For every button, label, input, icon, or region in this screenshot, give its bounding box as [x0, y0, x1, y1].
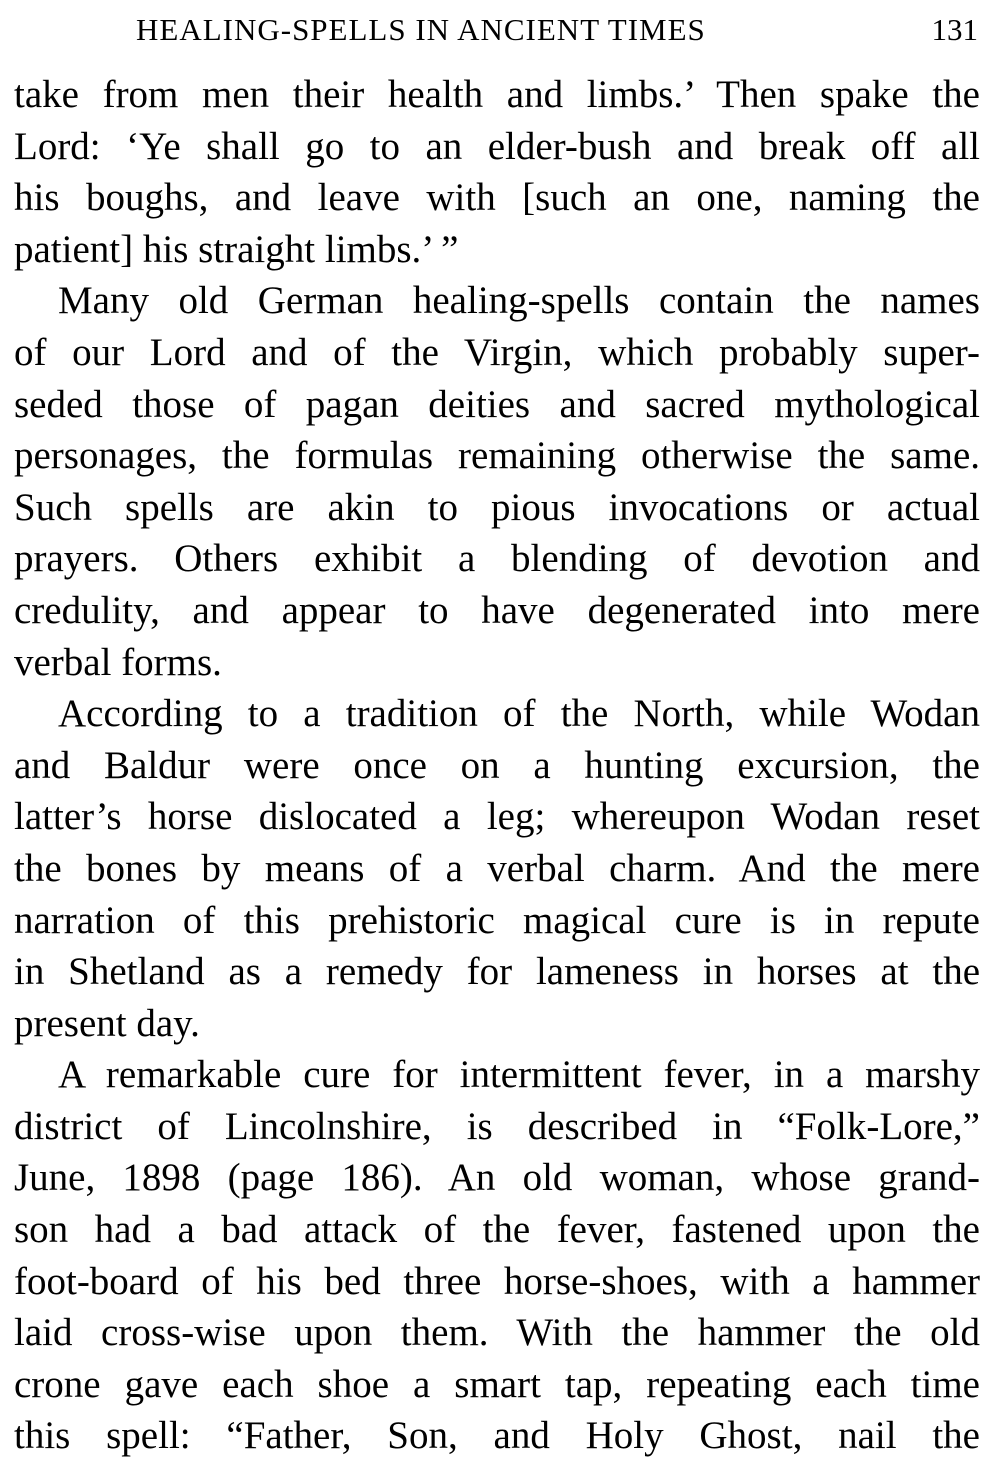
running-title: HEALING-SPELLS IN ANCIENT TIMES: [136, 12, 706, 47]
text-line: district of Lincolnshire, is described in “Folk-Lore,”: [14, 1104, 980, 1148]
text-line: seded those of pagan deities and sacred mythological: [14, 382, 980, 426]
text-line: and Baldur were once on a hunting excursion, the: [14, 743, 980, 787]
text-line: Lord: ‘Ye shall go to an elder-bush and break off all: [14, 124, 980, 168]
text-line: June, 1898 (page 186). An old woman, whose grand-: [14, 1156, 980, 1200]
text-line: prayers. Others exhibit a blending of devotion and: [14, 537, 980, 581]
text-line: laid cross-wise upon them. With the hammer the old: [14, 1311, 980, 1355]
text-line: According to a tradition of the North, while Wodan: [58, 692, 980, 736]
text-line: patient] his straight limbs.’ ”: [14, 227, 459, 271]
text-line: his boughs, and leave with [such an one, naming the: [14, 176, 980, 220]
text-line: in Shetland as a remedy for lameness in horses at the: [14, 950, 980, 994]
text-line: son had a bad attack of the fever, fastened upon the: [14, 1208, 980, 1252]
text-line: the bones by means of a verbal charm. And the mere: [14, 846, 980, 890]
text-line: verbal forms.: [14, 640, 222, 684]
text-line: Many old German healing-spells contain the names: [58, 279, 980, 323]
text-line: this spell: “Father, Son, and Holy Ghost, nail the: [14, 1414, 980, 1458]
paragraph: [14, 275, 980, 688]
text-line: crone gave each shoe a smart tap, repeating each time: [14, 1362, 980, 1406]
running-header: [0, 10, 1000, 50]
paragraph: [14, 69, 980, 275]
text-line: Such spells are akin to pious invocations or actual: [14, 485, 980, 529]
page-number: 131: [931, 12, 978, 47]
text-line: foot-board of his bed three horse-shoes, with a hammer: [14, 1259, 980, 1303]
body-text: [14, 69, 980, 1462]
text-line: of our Lord and of the Virgin, which probably super-: [14, 330, 980, 374]
paragraph: [14, 1049, 980, 1462]
text-line: A remarkable cure for intermittent fever, in a marshy: [58, 1053, 980, 1097]
text-line: personages, the formulas remaining otherwise the same.: [14, 434, 980, 478]
paragraph: [14, 688, 980, 1049]
text-line: credulity, and appear to have degenerated into mere: [14, 588, 980, 632]
text-line: latter’s horse dislocated a leg; whereupon Wodan reset: [14, 795, 980, 839]
text-line: present day.: [14, 1001, 200, 1045]
text-line: take from men their health and limbs.’ Then spake the: [14, 73, 980, 116]
text-line: narration of this prehistoric magical cure is in repute: [14, 898, 980, 942]
